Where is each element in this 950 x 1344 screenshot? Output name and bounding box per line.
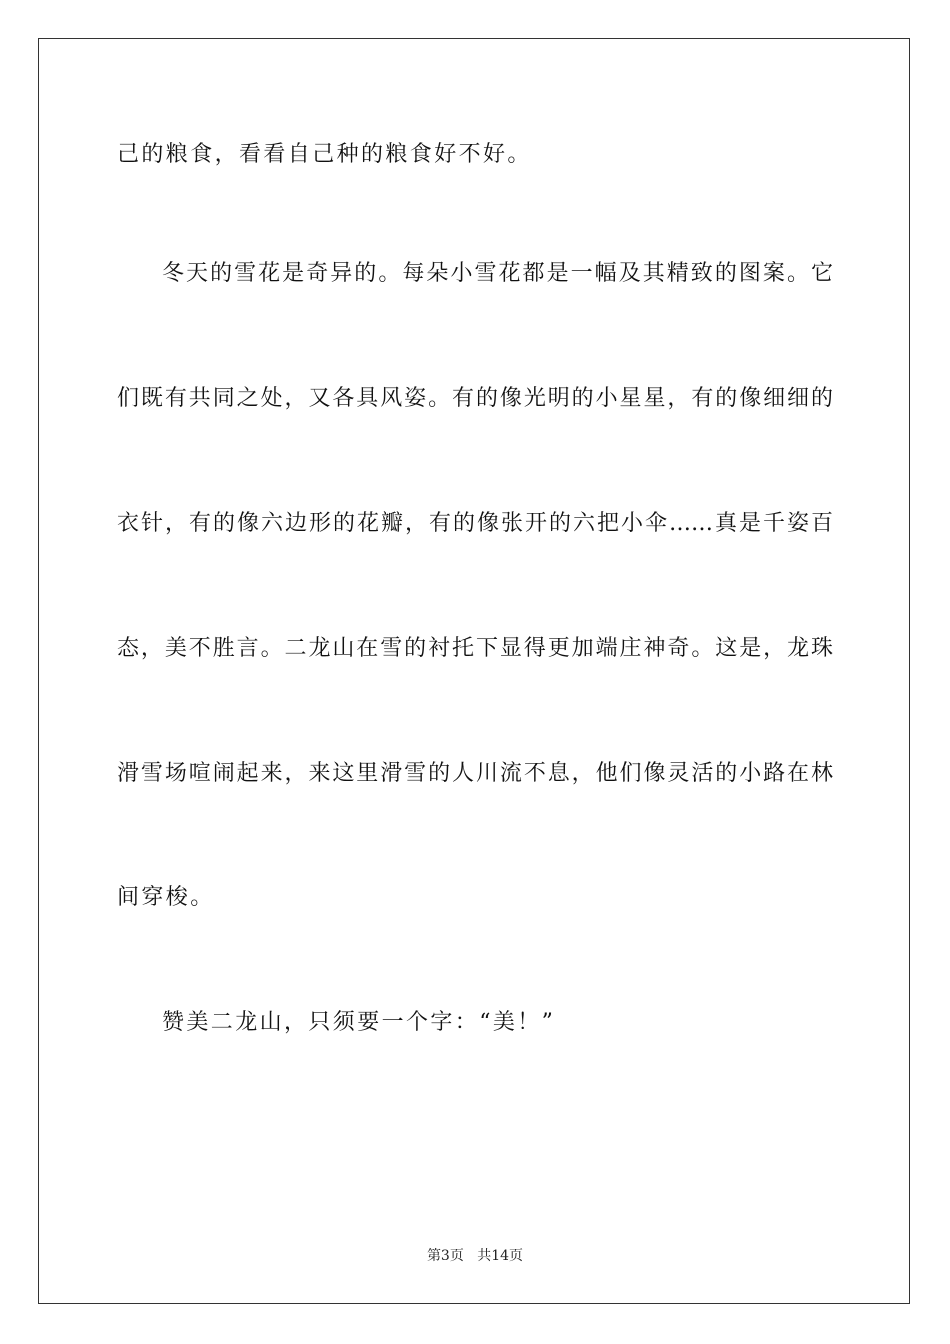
current-page-label: 第3页 xyxy=(426,1248,464,1264)
page-frame xyxy=(38,38,910,1304)
text-line-2: 冬天的雪花是奇异的。每朵小雪花都是一幅及其精致的图案。它 xyxy=(162,261,833,286)
text-line-7: 间穿梭。 xyxy=(117,885,215,910)
text-line-4: 衣针，有的像六边形的花瓣，有的像张开的六把小伞……真是千姿百 xyxy=(117,511,833,536)
text-line-8: 赞美二龙山，只须要一个字：“美！” xyxy=(162,1010,556,1035)
page-footer xyxy=(0,1246,950,1266)
text-line-5: 态，美不胜言。二龙山在雪的衬托下显得更加端庄神奇。这是，龙珠 xyxy=(117,636,833,661)
text-line-1: 己的粮食，看看自己种的粮食好不好。 xyxy=(117,142,532,167)
text-line-6: 滑雪场喧闹起来，来这里滑雪的人川流不息，他们像灵活的小路在林 xyxy=(117,761,833,786)
total-pages-label: 共14页 xyxy=(477,1248,524,1264)
text-line-3: 们既有共同之处，又各具风姿。有的像光明的小星星，有的像细细的 xyxy=(117,386,833,411)
